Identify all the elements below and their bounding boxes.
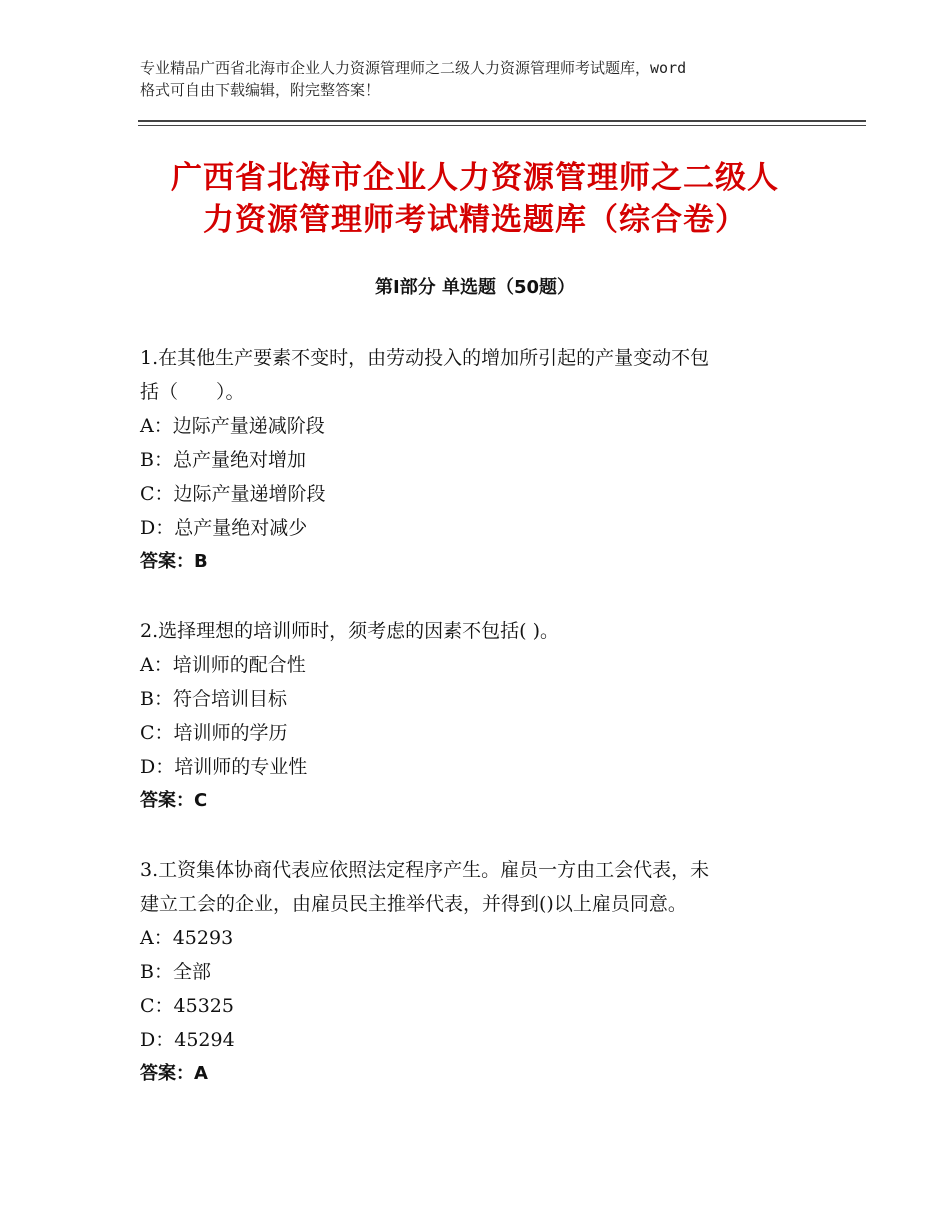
- title-line-1: 广西省北海市企业人力资源管理师之二级人: [171, 160, 779, 196]
- question-2: [140, 614, 820, 818]
- option-c: C：45325: [140, 995, 234, 1017]
- intro-line-2: 格式可自由下载编辑，附完整答案！: [140, 81, 381, 99]
- header-divider-thin: [138, 125, 866, 126]
- option-a: A：边际产量递减阶段: [140, 415, 325, 437]
- question-stem-line: 括（ ）。: [140, 381, 245, 403]
- answer-label: 答案：A: [140, 1063, 208, 1084]
- question-stem: [140, 614, 820, 648]
- option-a: A：培训师的配合性: [140, 654, 306, 676]
- option-d: D：45294: [140, 1029, 235, 1051]
- header-divider-thick: [138, 120, 866, 122]
- answer-label: 答案：C: [140, 790, 208, 811]
- question-1: [140, 341, 820, 579]
- option-a: A：45293: [140, 927, 234, 949]
- question-stem: [140, 341, 820, 409]
- answer-label: 答案：B: [140, 551, 208, 572]
- option-c: C：培训师的学历: [140, 722, 288, 744]
- intro-line-1: 专业精品广西省北海市企业人力资源管理师之二级人力资源管理师考试题库，word: [140, 59, 687, 77]
- option-b: B：总产量绝对增加: [140, 449, 306, 471]
- question-stem-line: 2.选择理想的培训师时，须考虑的因素不包括( )。: [140, 620, 559, 642]
- option-d: D：总产量绝对减少: [140, 517, 308, 539]
- question-stem: [140, 853, 820, 921]
- question-stem-line: 建立工会的企业，由雇员民主推举代表，并得到()以上雇员同意。: [140, 893, 687, 915]
- question-stem-line: 1.在其他生产要素不变时，由劳动投入的增加所引起的产量变动不包: [140, 347, 710, 369]
- document-title: [130, 157, 820, 241]
- section-heading: 第Ⅰ部分 单选题（50题）: [374, 277, 575, 298]
- option-c: C：边际产量递增阶段: [140, 483, 326, 505]
- option-d: D：培训师的专业性: [140, 756, 308, 778]
- option-b: B：符合培训目标: [140, 688, 287, 710]
- intro-text: [140, 57, 820, 101]
- option-b: B：全部: [140, 961, 211, 983]
- question-3: [140, 853, 820, 1091]
- title-line-2: 力资源管理师考试精选题库（综合卷）: [203, 202, 747, 238]
- question-stem-line: 3.工资集体协商代表应依照法定程序产生。雇员一方由工会代表，未: [140, 859, 710, 881]
